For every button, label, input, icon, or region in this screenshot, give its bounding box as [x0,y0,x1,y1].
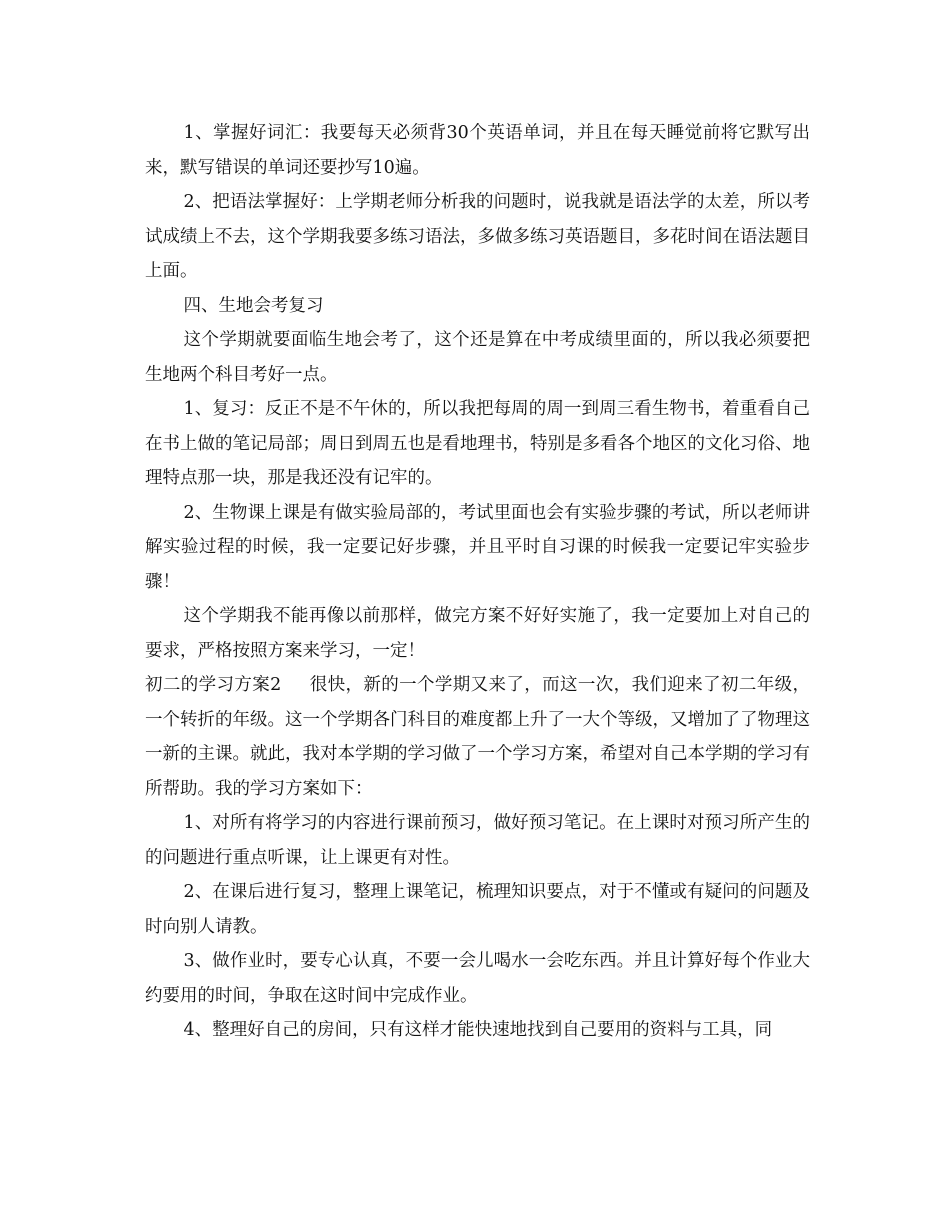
paragraph-after-class: 2、在课后进行复习，整理上课笔记，梳理知识要点，对于不懂或有疑问的问题及时向别人请教。 [145,882,810,937]
paragraph-homework: 3、做作业时，要专心认真，不要一会儿喝水一会吃东西。并且计算好每个作业大约要用的时间，争取在这时间中完成作业。 [145,951,810,1006]
plan2-title: 初二的学习方案2 [145,675,282,695]
paragraph-review: 1、复习：反正不是不午休的，所以我把每周的周一到周三看生物书，着重看自己在书上做的笔记局部；周日到周五也是看地理书，特别是多看各个地区的文化习俗、地理特点那一块，那是我还没有记牢的。 [145,399,810,488]
paragraph-plan2 [145,668,810,806]
paragraph-room: 4、整理好自己的房间，只有这样才能快速地找到自己要用的资料与工具，同 [183,1020,773,1040]
paragraph-experiments: 2、生物课上课是有做实验局部的，考试里面也会有实验步骤的考试，所以老师讲解实验过程的时候，我一定要记好步骤，并且平时自习课的时候我一定要记牢实验步骤！ [145,502,810,592]
paragraph-preview: 1、对所有将学习的内容进行课前预习，做好预习笔记。在上课时对预习所产生的的问题进行重点听课，让上课更有对性。 [145,813,810,868]
plan2-intro: 很快，新的一个学期又来了，而这一次，我们迎来了初二年级，一个转折的年级。这一个学期各门科目的难度都上升了一大个等级，又增加了了物理这一新的主课。就此，我对本学期的学习做了一个学习方案，希望对自己本学期的学习有所帮助。我的学习方案如下： [145,675,810,799]
document-body [145,116,810,1048]
paragraph-grammar: 2、把语法掌握好：上学期老师分析我的问题时，说我就是语法学的太差，所以考试成绩上不去，这个学期我要多练习语法，多做多练习英语题目，多花时间在语法题目上面。 [145,192,810,281]
paragraph-exam-intro: 这个学期就要面临生地会考了，这个还是算在中考成绩里面的，所以我必须要把生地两个科目考好一点。 [145,330,810,385]
paragraph-resolution: 这个学期我不能再像以前那样，做完方案不好好实施了，我一定要加上对自己的要求，严格按照方案来学习，一定！ [145,606,810,661]
section-heading-biology-geography: 四、生地会考复习 [183,295,324,316]
paragraph-vocabulary: 1、掌握好词汇：我要每天必须背30个英语单词，并且在每天睡觉前将它默写出来，默写错误的单词还要抄写10遍。 [145,123,810,178]
